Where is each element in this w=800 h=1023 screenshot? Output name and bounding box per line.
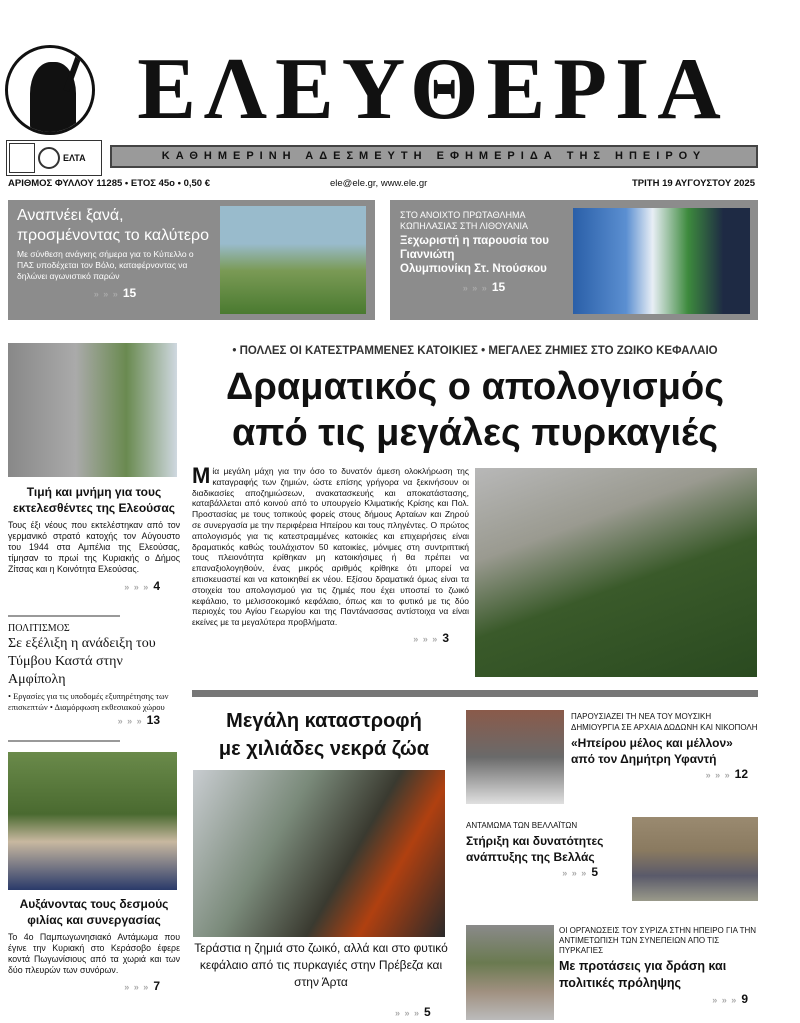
- issue-date: ΤΡΙΤΗ 19 ΑΥΓΟΥΣΤΟΥ 2025: [631, 178, 755, 189]
- chevrons-icon: » » »: [93, 289, 119, 299]
- rowers-podium-photo: [573, 208, 750, 314]
- headline[interactable]: [190, 707, 458, 763]
- page-number: 13: [146, 713, 160, 727]
- story-left3: [8, 896, 180, 994]
- chevrons-icon: » » »: [562, 868, 588, 878]
- story-left2: [8, 622, 180, 728]
- headline: Αναπνέει ξανά,: [17, 207, 124, 224]
- kicker: ΣΤΟ ΑΝΟΙΧΤΟ ΠΡΩΤΑΘΛΗΜΑ: [400, 210, 526, 220]
- gathering-photo: [8, 752, 177, 890]
- summary: Το 4ο Παμπωγωνησιακό Αντάμωμα που έγινε την Κυριακή στο Κεράσοβο έφερε κοντά Πωγωνίσιους από τα χωριά και των δύο πλευρών των συνόρων.: [8, 932, 180, 975]
- memorial-photo: [8, 343, 177, 477]
- page-number: 15: [122, 286, 137, 300]
- chevrons-icon: » » »: [705, 770, 731, 780]
- page-number: 15: [491, 280, 506, 294]
- page-ref[interactable]: [17, 286, 213, 301]
- headline[interactable]: Με προτάσεις για δράση και πολιτικές πρόληψης: [559, 959, 727, 990]
- section-bar: [192, 690, 758, 697]
- story-right1: [571, 711, 758, 782]
- page-ref[interactable]: [395, 1005, 431, 1020]
- kicker: ΟΙ ΟΡΓΑΝΩΣΕΙΣ ΤΟΥ ΣΥΡΙΖΑ ΣΤΗΝ ΗΠΕΙΡΟ ΓΙΑ ΤΗΝ ΑΝΤΙΜΕΤΩΠΙΣΗ ΤΩΝ ΣΥΝΕΠΕΙΩΝ ΑΠΟ ΤΙΣ ΠΥΡΚΑΓΙΕΣ: [559, 926, 757, 955]
- kicker: ΚΩΠΗΛΑΣΙΑΣ ΣΤΗ ΛΙΘΟΥΑΝΙΑ: [400, 221, 529, 231]
- kicker: ΠΑΡΟΥΣΙΑΖΕΙ ΤΗ ΝΕΑ ΤΟΥ ΜΟΥΣΙΚΗ ΔΗΜΙΟΥΡΓΙΑ ΣΕ ΑΡΧΑΙΑ ΔΩΔΩΝΗ ΚΑΙ ΝΙΚΟΠΟΛΗ: [571, 712, 758, 732]
- burned-car-photo: [466, 925, 554, 1020]
- page-number: 9: [741, 992, 748, 1006]
- chevrons-icon: » » »: [395, 1008, 421, 1018]
- headline[interactable]: Τύμβου Καστά στην Αμφίπολη: [8, 654, 123, 687]
- section-label: ΠΟΛΙΤΙΣΜΟΣ: [8, 623, 70, 634]
- headline[interactable]: Σε εξέλιξη η ανάδειξη του: [8, 636, 156, 651]
- headline-line: Μεγάλη καταστροφή: [226, 710, 422, 732]
- chevrons-icon: » » »: [712, 995, 738, 1005]
- story-left1: [8, 484, 180, 594]
- burned-road-photo: [193, 770, 445, 937]
- chevrons-icon: » » »: [117, 716, 143, 726]
- divider: [8, 740, 120, 742]
- headline[interactable]: «Ηπείρου μέλος και μέλλον» από τον Δημήτρη Υφαντή: [571, 736, 733, 766]
- caption: Τεράστια η ζημιά στο ζωικό, αλλά και στο φυτικό κεφάλαιο από τις πυρκαγιές στην Πρέβεζα και στην Άρτα: [194, 941, 448, 989]
- masthead-title: ΕΛΕΥΘΕΡΙΑ: [137, 41, 729, 138]
- page-number: 4: [153, 579, 160, 593]
- page-ref[interactable]: [8, 579, 180, 594]
- page-number: 3: [442, 630, 449, 645]
- headline[interactable]: Αυξάνοντας τους δεσμούς φιλίας και συνεργασίας: [19, 897, 169, 927]
- contact-info: ele@ele.gr, www.ele.gr: [330, 178, 428, 189]
- page-ref[interactable]: [571, 767, 758, 782]
- issue-info: ΑΡΙΘΜΟΣ ΦΥΛΛΟΥ 11285 • ΕΤΟΣ 45ο • 0,50 €: [8, 178, 210, 189]
- headline[interactable]: Στήριξη και δυνατότητες ανάπτυξης της Βελλάς: [466, 834, 604, 864]
- headline-line: με χιλιάδες νεκρά ζώα: [218, 738, 430, 760]
- divider: [8, 615, 120, 617]
- summary: Τους έξι νέους που εκτελέστηκαν από τον γερμανικό στρατό κατοχής τον Αύγουστο του 1944 στα Αμπέλια της Ελεούσας, τίμησαν το πρωί της Κυριακής ο Δήμος Ζίτσας και η Κοινότητα Ελεούσας.: [8, 520, 180, 574]
- village-gathering-photo: [632, 817, 758, 901]
- masthead-tagline: ΚΑΘΗΜΕΡΙΝΗ ΑΔΕΣΜΕΥΤΗ ΕΦΗΜΕΡΙΔΑ ΤΗΣ ΗΠΕΙΡΟΥ: [110, 145, 758, 168]
- story-right2: [466, 820, 628, 880]
- headline: Ξεχωριστή η παρουσία του Γιαννιώτη: [400, 235, 549, 261]
- headline: προσμένοντας το καλύτερο: [17, 227, 209, 244]
- chevrons-icon: » » »: [413, 633, 439, 644]
- lead-text: ία μεγάλη μάχη για την όσο το δυνατόν άμεση ολοκλήρωση της καταγραφής των ζημιών, ώστε επίσης γρήγορα να ξεκινήσουν οι διαδικασίες αποζημιώσεων, ανακατασκευής και αποκατάστασης, καταβάλλεται από κοινού από το υπουργείο Κλιματικής Κρίσης και Πολ. Προστασίας με τους τοπικούς φορείς στους δήμους Αρταίων και Ζηρού σε συνεργασία με την περιφέρεια Ηπείρου και τους πληγέντες. Ο πρώτος απολογισμός για τις κατεστραμμένες κατοικίες και επιχειρήσεις είναι δραματικός καθώς τουλάχιστον 50 κατοικίες, μόνιμες στη συντριπτική τους πλειονότητα κρίθηκαν μη κατοικήσιμες ή θα πρέπει να επαναξιολογηθούν, ένας μικρός αριθμός κρίθηκε ότι μπορεί να επισκευαστεί και να κατοικηθεί εκ νέου. Εξίσου δραματικά όμως είναι τα στοιχεία του απολογισμού για τις ζημιές που έχει υποστεί το ζωικό κεφάλαιο, το μελισσοκομικό κεφάλαιο, όπως και το φυτικό με τις δύο περιοχές του Αγίου Γεωργίου και της Παντάνασσας αντίστοιχα να είναι εκείνες με τα μεγαλύτερα προβλήματα.: [192, 466, 469, 628]
- bullets: • Εργασίες για τις υποδομές εξυπηρέτησης των επισκεπτών • Διαμόρφωση εκθεσιακού χώρου: [8, 691, 169, 712]
- chevrons-icon: » » »: [124, 982, 150, 992]
- drop-cap: Μ: [192, 463, 211, 488]
- lead-body: [192, 463, 469, 628]
- page-ref[interactable]: [466, 865, 628, 880]
- page-number: 5: [591, 865, 598, 879]
- chevrons-icon: » » »: [124, 582, 150, 592]
- elta-stamp: ΕΛΤΑ: [6, 140, 102, 176]
- wildfire-photo: [475, 468, 757, 677]
- page-number: 7: [153, 979, 160, 993]
- lead-article: [192, 463, 469, 646]
- summary: Με σύνθεση ανάγκης σήμερα για το Κύπελλο ο ΠΑΣ υποδέχεται τον Βόλο, καταφέρνοντας να δηλώνει αγωνιστικό παρών: [17, 249, 194, 281]
- page-number: 12: [734, 767, 748, 781]
- page-ref[interactable]: [559, 992, 758, 1007]
- kicker: ΑΝΤΑΜΩΜΑ ΤΩΝ ΒΕΛΛΑΪΤΩΝ: [466, 821, 578, 830]
- story-right3: [559, 926, 758, 1007]
- headline[interactable]: Τιμή και μνήμη για τους εκτελεσθέντες της Ελεούσας: [13, 485, 175, 515]
- page-ref[interactable]: [8, 979, 180, 994]
- football-training-photo: [220, 206, 366, 314]
- page-number: 5: [424, 1005, 431, 1019]
- page-ref[interactable]: [8, 713, 180, 728]
- lead-kicker: • ΠΟΛΛΕΣ ΟΙ ΚΑΤΕΣΤΡΑΜΜΕΝΕΣ ΚΑΤΟΙΚΙΕΣ • ΜΕΓΑΛΕΣ ΖΗΜΙΕΣ ΣΤΟ ΖΩΙΚΟ ΚΕΦΑΛΑΙΟ: [232, 345, 718, 357]
- page-ref[interactable]: [400, 280, 568, 295]
- lead-headline[interactable]: Δραματικός ο απολογισμός: [226, 366, 724, 408]
- chevrons-icon: » » »: [462, 283, 488, 293]
- press-conference-photo: [466, 710, 564, 804]
- top-story-left[interactable]: [8, 200, 375, 320]
- page-ref[interactable]: [192, 631, 469, 646]
- top-story-right[interactable]: [390, 200, 758, 320]
- newspaper-logo: [5, 45, 95, 135]
- lead-headline[interactable]: από τις μεγάλες πυρκαγιές: [232, 412, 718, 454]
- headline: Ολυμπιονίκη Στ. Ντούσκου: [400, 263, 547, 275]
